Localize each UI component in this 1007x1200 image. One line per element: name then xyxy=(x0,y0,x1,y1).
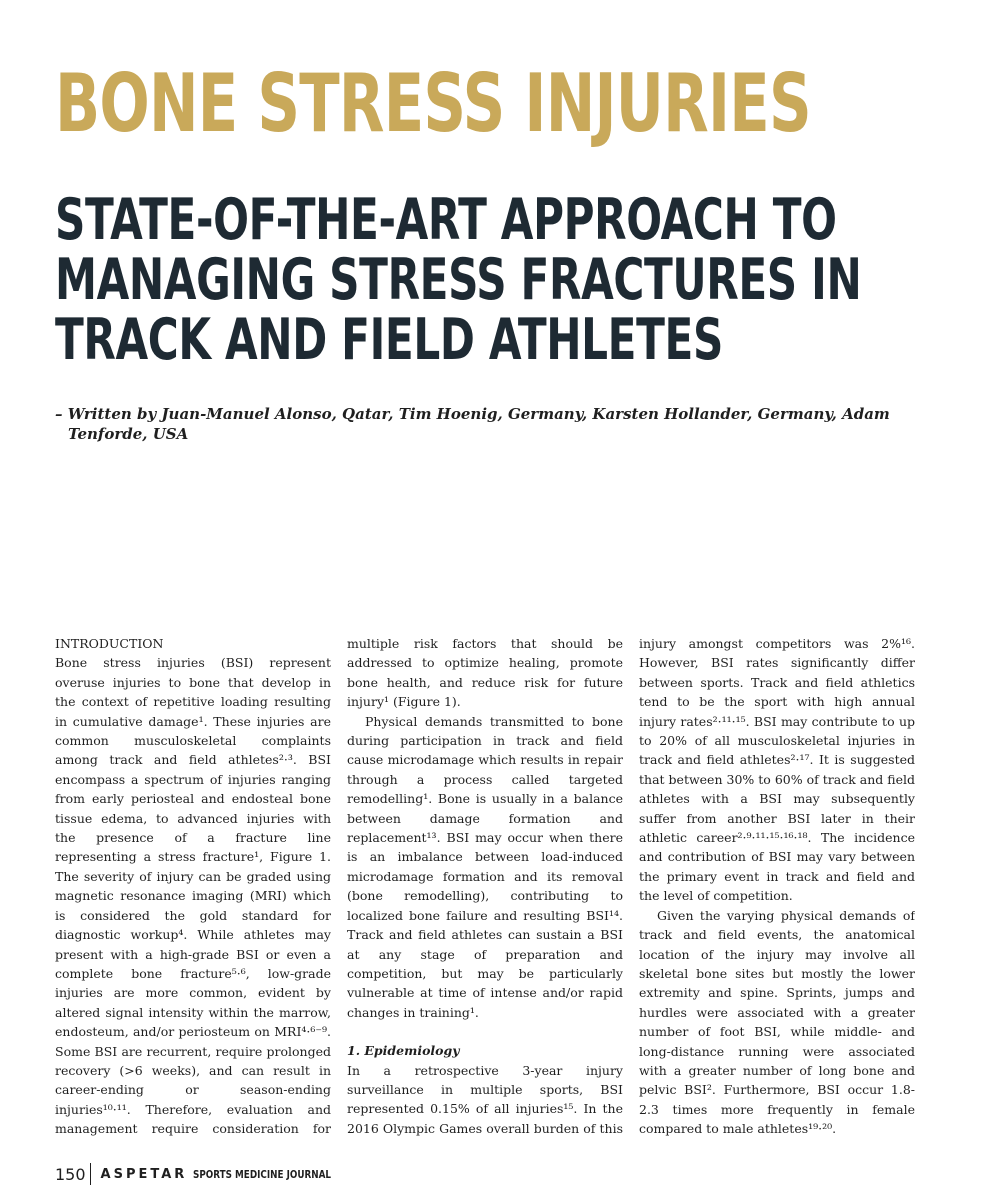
column-3 xyxy=(639,634,915,1139)
epidemiology-heading: 1. Epidemiology xyxy=(347,1043,460,1059)
column-1 xyxy=(55,634,331,1139)
column-2 xyxy=(347,634,623,1139)
introduction-paragraph-2: Physical demands transmitted to bone during participation in track and field cause microdamage which results in repair through a process called targeted remodelling¹. Bone is usually in a balance between damage formation and replacement¹³. BSI may occur when there is an imbalance between load-induced microdamage formation and its removal (bone remodelling), contributing to localized bone failure and resulting BSI¹⁴. Track and field athletes can sustain a BSI at any stage of preparation and competition, but may be particularly vulnerable at time of intense and/or rapid changes in training¹. xyxy=(347,713,623,1020)
author-byline: – Written by Juan-Manuel Alonso, Qatar, Tim Hoenig, Germany, Karsten Hollander, Germany, Adam Tenforde, USA xyxy=(55,405,890,443)
introduction-paragraph-1: Bone stress injuries (BSI) represent overuse injuries to bone that develop in the context of repetitive loading resulting in cumulative damage¹. These injuries are common musculoskeletal complaints among track and field athletes²·³. BSI encompass a spectrum of injuries ranging from early periosteal and endosteal bone tissue edema, to advanced injuries with the presence of a fracture line representing a stress fracture¹, Figure 1. The severity of injury can be graded using magnetic resonance imaging (MRI) which is considered the gold standard for diagnostic workup⁴. While athletes may present with a high-grade BSI or even a complete bone fracture⁵·⁶, low-grade injuries are more common, evident by altered signal intensity within the marrow, endosteum, and/or periosteum on MRI⁴·⁶⁻⁹. Some BSI are recurrent, require prolonged recovery (>6 weeks), and can result in career-ending or season-ending injuries¹⁰·¹¹. Therefore, evaluation and management require consideration for xyxy=(55,655,331,1137)
epidemiology-paragraph-2: Given the varying physical demands of track and field events, the anatomical location of the injury may involve all skeletal bone sites but mostly the lower extremity and spine. Sprints, jumps and hurdles were associated with a greater number of foot BSI, while middle- and long-distance running were associated with a greater number of long bone and pelvic BSI². Furthermore, BSI occur 1.8-2.3 times more frequently in female compared to male athletes¹⁹·²⁰. xyxy=(639,907,915,1137)
introduction-paragraph-1: multiple risk factors that should be addressed to optimize healing, promote bone health, and reduce risk for future injury¹ (Figure 1). xyxy=(347,636,623,710)
journal-name: SPORTS MEDICINE JOURNAL xyxy=(193,1167,332,1181)
epidemiology-paragraph-1: In a retrospective 3-year injury surveillance in multiple sports, BSI represented 0.15% of all injuries¹⁵. In the 2016 Olympic Games overall burden of this xyxy=(347,1062,623,1136)
footer-divider xyxy=(90,1163,91,1185)
epidemiology-paragraph-1: injury amongst competitors was 2%¹⁶. However, BSI rates significantly differ between sports. Track and field athletics tend to be the sport with high annual injury rates²·¹¹·¹⁵. BSI may contribute to up to 20% of all musculoskeletal injuries in track and field athletes²·¹⁷. It is suggested that between 30% to 60% of track and field athletes with a BSI may subsequently suffer from another BSI later in their athletic career²·⁹·¹¹·¹⁵·¹⁶·¹⁸. The incidence and contribution of BSI may vary between the primary event in track and field and the level of competition. xyxy=(639,636,915,904)
article-subtitle: STATE-OF-THE-ART APPROACH TO MANAGING STRESS FRACTURES IN TRACK AND FIELD ATHLETES xyxy=(55,187,862,373)
article-title: BONE STRESS INJURIES xyxy=(55,57,811,150)
page-footer xyxy=(55,1162,366,1186)
page-number: 150 xyxy=(55,1164,86,1184)
introduction-heading: INTRODUCTION xyxy=(55,636,164,651)
journal-brand: ASPETAR xyxy=(100,1166,188,1182)
